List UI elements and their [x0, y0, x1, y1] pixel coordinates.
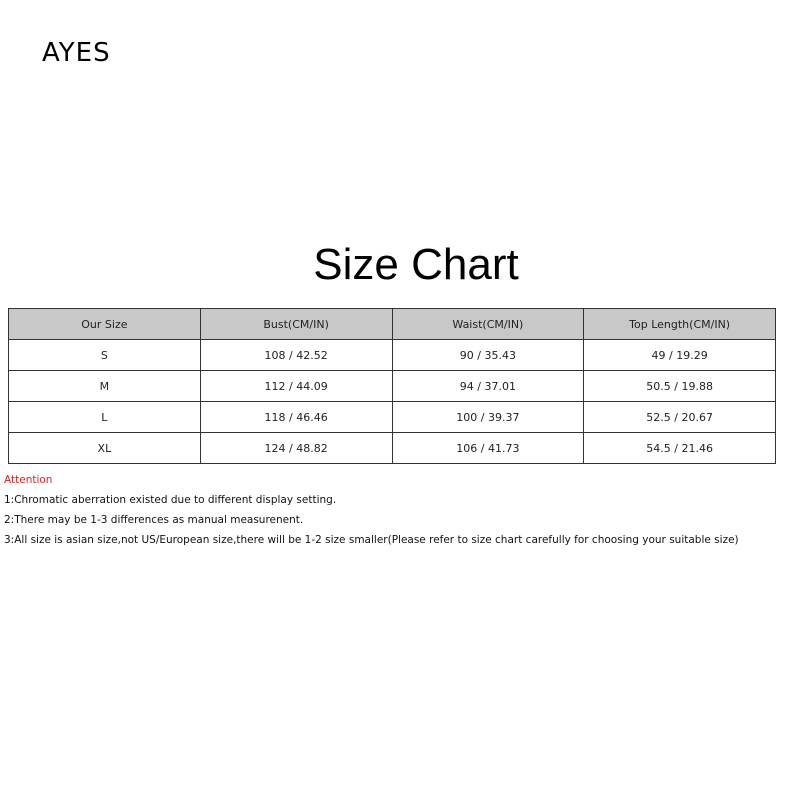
bust-cell: 118 / 46.46 [200, 402, 392, 433]
size-chart-table [8, 308, 776, 464]
bust-cell: 112 / 44.09 [200, 371, 392, 402]
waist-cell: 106 / 41.73 [392, 433, 584, 464]
column-header-waist: Waist(CM/IN) [392, 309, 584, 340]
top-length-cell: 52.5 / 20.67 [584, 402, 776, 433]
size-cell: M [9, 371, 201, 402]
size-cell: L [9, 402, 201, 433]
table-row [9, 433, 776, 464]
bust-cell: 124 / 48.82 [200, 433, 392, 464]
column-header-size: Our Size [9, 309, 201, 340]
column-header-top-length: Top Length(CM/IN) [584, 309, 776, 340]
table-row [9, 402, 776, 433]
top-length-cell: 49 / 19.29 [584, 340, 776, 371]
table-row [9, 340, 776, 371]
page-title: Size Chart [313, 240, 519, 289]
note-item: 1:Chromatic aberration existed due to different display setting. [4, 494, 337, 506]
notes-section [4, 474, 794, 554]
attention-heading: Attention [4, 474, 53, 486]
note-item: 2:There may be 1-3 differences as manual measurenent. [4, 514, 304, 526]
waist-cell: 90 / 35.43 [392, 340, 584, 371]
note-item: 3:All size is asian size,not US/European size,there will be 1-2 size smaller(Please refer to size chart carefully for choosing your suitable size) [4, 534, 739, 546]
bust-cell: 108 / 42.52 [200, 340, 392, 371]
size-cell: XL [9, 433, 201, 464]
size-cell: S [9, 340, 201, 371]
table-row [9, 371, 776, 402]
column-header-bust: Bust(CM/IN) [200, 309, 392, 340]
brand-logo-text: AYES [42, 38, 111, 68]
waist-cell: 94 / 37.01 [392, 371, 584, 402]
top-length-cell: 50.5 / 19.88 [584, 371, 776, 402]
waist-cell: 100 / 39.37 [392, 402, 584, 433]
top-length-cell: 54.5 / 21.46 [584, 433, 776, 464]
table-header-row [9, 309, 776, 340]
